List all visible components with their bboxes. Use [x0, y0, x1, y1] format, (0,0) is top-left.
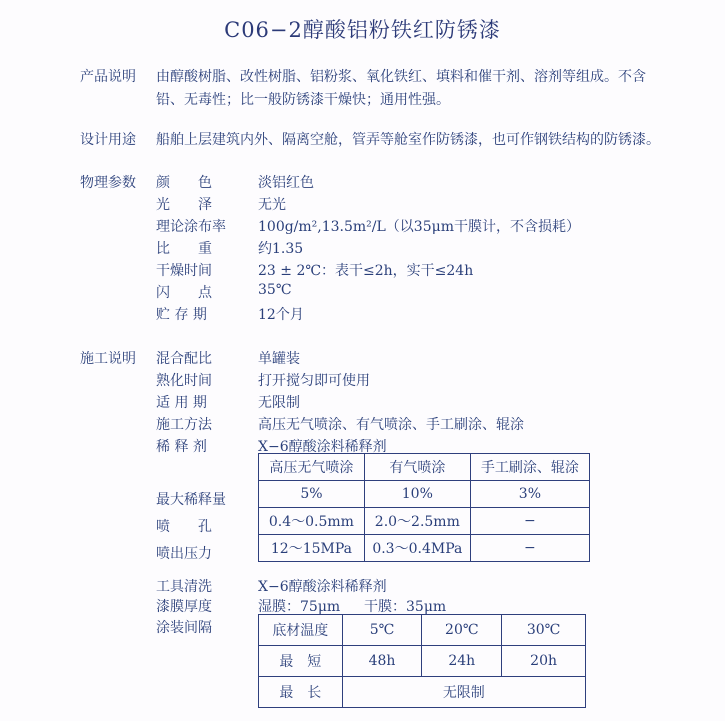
app-value-tool-clean: X−6醇酸涂料稀释剂: [258, 579, 387, 595]
param-label-density: 比 重: [156, 241, 212, 257]
spray-cell: 0.3～0.4MPa: [364, 535, 470, 562]
section-label-design: 设计用途: [80, 132, 136, 148]
spray-cell: 0.4～0.5mm: [259, 508, 365, 535]
interval-header-5c: 5℃: [342, 615, 422, 646]
param-value-shelf-life: 12个月: [258, 307, 304, 323]
app-label-thinner: 稀 释 剂: [156, 439, 207, 455]
spray-cell: 10%: [364, 481, 470, 508]
app-value-method: 高压无气喷涂、有气喷涂、手工刷涂、辊涂: [258, 417, 524, 433]
app-value-pot-life: 无限制: [258, 395, 300, 411]
section-label-product: 产品说明: [80, 69, 136, 85]
spray-cell: 5%: [259, 481, 365, 508]
interval-cell: 48h: [342, 646, 422, 677]
param-label-drying: 干燥时间: [156, 263, 212, 279]
spray-row-label-pressure: 喷出压力: [156, 546, 212, 562]
design-usage-text: 船舶上层建筑内外、隔离空舱，管弄等舱室作防锈漆，也可作钢铁结构的防锈漆。: [156, 132, 660, 148]
param-label-color: 颜 色: [156, 175, 212, 191]
interval-header-substrate: 底材温度: [259, 615, 343, 646]
param-label-gloss: 光 泽: [156, 197, 212, 213]
param-label-shelf-life: 贮 存 期: [156, 307, 207, 323]
param-value-drying: 23 ± 2℃：表干≤2h，实干≤24h: [258, 263, 474, 279]
param-value-density: 约1.35: [258, 241, 304, 257]
app-label-interval: 涂装间隔: [156, 620, 212, 636]
app-value-dry-film: 干膜：35μm: [364, 599, 447, 615]
interval-shortest-label: 最 短: [259, 646, 343, 677]
spray-header-brush: 手工刷涂、辊涂: [470, 454, 589, 481]
spray-cell: −: [470, 535, 589, 562]
product-description-line1: 由醇酸树脂、改性树脂、铝粉浆、氧化铁红、填料和催干剂、溶剂等组成。不含: [156, 69, 646, 85]
param-label-flash-point: 闪 点: [156, 285, 212, 301]
product-description-line2: 铅、无毒性；比一般防锈漆干燥快；通用性强。: [156, 92, 450, 108]
interval-header-30c: 30℃: [502, 615, 586, 646]
param-value-gloss: 无光: [258, 197, 286, 213]
interval-header-20c: 20℃: [422, 615, 502, 646]
app-label-tool-clean: 工具清洗: [156, 579, 212, 595]
app-label-method: 施工方法: [156, 417, 212, 433]
app-label-pot-life: 适 用 期: [156, 395, 207, 411]
app-label-film: 漆膜厚度: [156, 599, 212, 615]
app-label-induction: 熟化时间: [156, 373, 212, 389]
app-value-thinner: X−6醇酸涂料稀释剂: [258, 439, 387, 455]
param-label-coverage: 理论涂布率: [156, 219, 226, 235]
param-value-coverage: 100g/m²,13.5m²/L（以35μm干膜计，不含损耗）: [258, 219, 580, 235]
spray-cell: 12～15MPa: [259, 535, 365, 562]
spray-cell: 3%: [470, 481, 589, 508]
spray-row-label-max-thinning: 最大稀释量: [156, 492, 226, 508]
spray-cell: −: [470, 508, 589, 535]
spray-row-label-nozzle: 喷 孔: [156, 519, 212, 535]
app-value-wet-film: 湿膜：75μm: [258, 599, 341, 615]
interval-longest-label: 最 长: [259, 677, 343, 708]
interval-cell: 24h: [422, 646, 502, 677]
param-value-color: 淡铝红色: [258, 175, 314, 191]
spray-header-air: 有气喷涂: [364, 454, 470, 481]
app-value-mixing: 单罐装: [258, 351, 300, 367]
spray-cell: 2.0～2.5mm: [364, 508, 470, 535]
section-label-physical: 物理参数: [80, 175, 136, 191]
spray-header-airless: 高压无气喷涂: [259, 454, 365, 481]
section-label-application: 施工说明: [80, 351, 136, 367]
page-title: C06−2醇酸铝粉铁红防锈漆: [224, 18, 501, 42]
param-value-flash-point: 35℃: [258, 282, 292, 298]
app-label-mixing: 混合配比: [156, 351, 212, 367]
interval-longest-value: 无限制: [342, 677, 585, 708]
interval-cell: 20h: [502, 646, 586, 677]
app-value-induction: 打开搅匀即可使用: [258, 373, 370, 389]
spray-parameters-table: [258, 453, 590, 562]
interval-table: [258, 614, 586, 708]
